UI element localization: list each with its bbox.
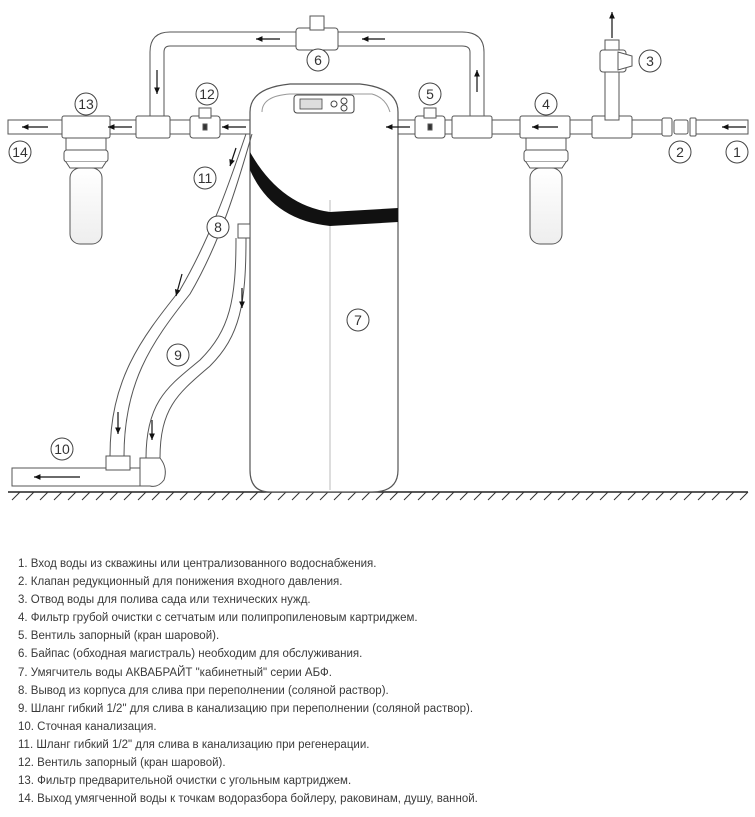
callout-14 bbox=[9, 141, 31, 163]
legend-item: 7. Умягчитель воды АКВАБРАЙТ "кабинетный" серии АБФ. bbox=[18, 666, 332, 679]
legend-item: 3. Отвод воды для полива сада или технических нужд. bbox=[18, 594, 311, 607]
svg-text:11: 11 bbox=[197, 170, 213, 186]
svg-text:2: 2 bbox=[676, 144, 684, 160]
hose-11 bbox=[110, 134, 252, 456]
hose-9 bbox=[146, 238, 246, 458]
legend-item: 11. Шланг гибкий 1/2" для слива в канализацию при регенерации. bbox=[18, 738, 370, 751]
softener-cabinet bbox=[250, 84, 398, 492]
callout-13 bbox=[75, 93, 97, 115]
svg-text:14: 14 bbox=[12, 144, 28, 160]
svg-text:3: 3 bbox=[646, 53, 654, 69]
legend-item: 1. Вход воды из скважины или централизованного водоснабжения. bbox=[18, 558, 377, 570]
svg-text:6: 6 bbox=[314, 52, 322, 68]
callout-9 bbox=[167, 344, 189, 366]
svg-text:8: 8 bbox=[214, 219, 222, 235]
svg-text:12: 12 bbox=[199, 86, 215, 102]
callout-10 bbox=[51, 438, 73, 460]
svg-text:13: 13 bbox=[78, 96, 94, 112]
legend-item: 4. Фильтр грубой очистки с сетчатым или полипропиленовым картриджем. bbox=[18, 612, 418, 625]
filter-4 bbox=[520, 116, 570, 244]
legend-item: 12. Вентиль запорный (кран шаровой). bbox=[18, 757, 226, 770]
ground bbox=[8, 492, 748, 500]
callout-2 bbox=[669, 141, 691, 163]
callout-7 bbox=[347, 309, 369, 331]
legend-item: 9. Шланг гибкий 1/2" для слива в канализацию при переполнении (соляной раствор). bbox=[18, 702, 474, 715]
legend-item: 13. Фильтр предварительной очистки с угольным картриджем. bbox=[18, 775, 352, 788]
garden-branch-pipe bbox=[600, 40, 632, 120]
ball-valve-12 bbox=[190, 108, 220, 138]
callout-4 bbox=[535, 93, 557, 115]
callout-5 bbox=[419, 83, 441, 105]
pressure-reducer bbox=[662, 118, 696, 136]
callout-6 bbox=[307, 49, 329, 71]
legend-item: 14. Выход умягченной воды к точкам водоразбора бойлеру, раковинам, душу, ванной. bbox=[18, 793, 478, 806]
sewer-pipe bbox=[12, 456, 165, 486]
svg-text:10: 10 bbox=[54, 441, 70, 457]
svg-text:4: 4 bbox=[542, 96, 550, 112]
legend-item: 6. Байпас (обходная магистраль) необходим для обслуживания. bbox=[18, 648, 363, 661]
callout-3 bbox=[639, 50, 661, 72]
svg-text:7: 7 bbox=[354, 312, 362, 328]
callout-1 bbox=[726, 141, 748, 163]
ball-valve-5 bbox=[415, 108, 445, 138]
callout-12 bbox=[196, 83, 218, 105]
callout-8 bbox=[207, 216, 229, 238]
legend-item: 5. Вентиль запорный (кран шаровой). bbox=[18, 630, 220, 643]
legend-item: 10. Сточная канализация. bbox=[18, 720, 157, 733]
callout-11 bbox=[194, 167, 216, 189]
svg-text:5: 5 bbox=[426, 86, 434, 102]
legend-list bbox=[18, 555, 478, 808]
svg-text:1: 1 bbox=[733, 144, 741, 160]
overflow-outlet bbox=[238, 224, 250, 238]
filter-13 bbox=[62, 116, 110, 244]
svg-text:9: 9 bbox=[174, 347, 182, 363]
legend-item: 2. Клапан редукционный для понижения входного давления. bbox=[18, 576, 343, 589]
legend-item: 8. Вывод из корпуса для слива при переполнении (соляной раствор). bbox=[18, 684, 389, 697]
